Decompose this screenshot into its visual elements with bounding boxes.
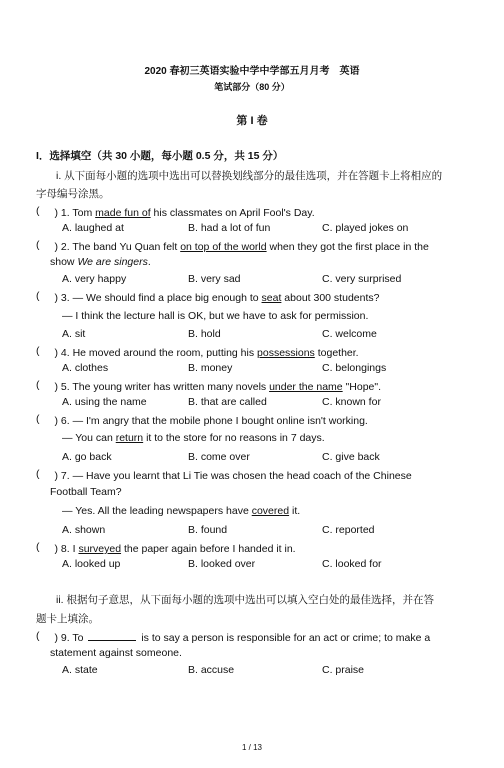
q3-reply: — I think the lecture hall is OK, but we have to ask for permission. [62, 310, 369, 322]
q8-option-a: A. looked up [62, 558, 121, 570]
q4-option-b: B. money [188, 362, 233, 374]
q1-option-b: B. had a lot of fun [188, 222, 271, 234]
q4-underline: possessions [257, 347, 315, 359]
q5-stem: ) 5. The young writer has written many novels under the name "Hope". [44, 381, 382, 393]
q3-underline: seat [261, 292, 282, 304]
section-i-instruction-line2: 字母编号涂黑。 [36, 188, 110, 200]
q9-stem-cont: statement against someone. [50, 647, 182, 659]
q8-stem: ) 8. I surveyed the paper again before I handed it in. [44, 543, 296, 555]
q5-option-c: C. known for [322, 396, 381, 408]
section-i-instruction-line1: i. 从下面每小题的选项中选出可以替换划线部分的最佳选项，并在答题卡上将相应的 [56, 170, 443, 182]
page-number: 1 / 13 [241, 743, 262, 752]
q2-option-a: A. very happy [62, 273, 127, 285]
q7-paren: ( [36, 468, 40, 480]
q7-underline: covered [251, 505, 290, 517]
q5-underline: under the name [269, 381, 343, 393]
q9-blank[interactable] [88, 631, 136, 641]
q8-paren: ( [36, 541, 40, 553]
q3-stem: ) 3. — We should find a place big enough to seat about 300 students? [44, 292, 380, 304]
section-ii-instruction-line1: ii. 根据句子意思，从下面每小题的选项中选出可以填入空白处的最佳选择，并在答 [56, 594, 434, 606]
q9-paren: ( [36, 630, 40, 642]
q7-reply: — Yes. All the leading newspapers have covered it. [62, 505, 301, 517]
q6-paren: ( [36, 413, 40, 425]
q7-option-a: A. shown [62, 524, 106, 536]
q1-underline: made fun of [95, 207, 151, 219]
section-1-heading: I．选择填空（共 30 小题，每小题 0.5 分，共 15 分） [36, 150, 284, 162]
q2-option-b: B. very sad [188, 273, 241, 285]
q8-option-b: B. looked over [188, 558, 256, 570]
q9-option-b: B. accuse [188, 664, 235, 676]
q6-option-c: C. give back [322, 451, 380, 463]
q6-underline: return [115, 432, 144, 444]
section-ii-instruction-line2: 题卡上填涂。 [36, 613, 99, 625]
q4-option-c: C. belongings [322, 362, 387, 374]
q3-option-c: C. welcome [322, 328, 377, 340]
q4-stem: ) 4. He moved around the room, putting his possessions together. [44, 347, 359, 359]
q5-paren: ( [36, 379, 40, 391]
q5-option-a: A. using the name [62, 396, 147, 408]
q9-stem: ) 9. To is to say a person is responsible for an act or crime; to make a [44, 632, 431, 644]
q7-option-b: B. found [188, 524, 228, 536]
q4-option-a: A. clothes [62, 362, 109, 374]
q2-stem: ) 2. The band Yu Quan felt on top of the world when they got the first place in the [44, 241, 429, 253]
exam-title: 2020 春初三英语实验中学中学部五月月考 英语 [144, 66, 360, 77]
exam-subtitle: 笔试部分（80 分） [214, 82, 290, 92]
q9-option-a: A. state [62, 664, 98, 676]
q1-option-a: A. laughed at [62, 222, 124, 234]
q7-option-c: C. reported [322, 524, 375, 536]
q1-paren: ( [36, 205, 40, 217]
q6-option-a: A. go back [62, 451, 112, 463]
q7-stem: ) 7. — Have you learnt that Li Tie was chosen the head coach of the Chinese [44, 470, 412, 482]
q6-option-b: B. come over [188, 451, 250, 463]
q4-paren: ( [36, 345, 40, 357]
q1-stem: ) 1. Tom made fun of his classmates on April Fool's Day. [44, 207, 315, 219]
q9-option-c: C. praise [322, 664, 365, 676]
q2-underline: on top of the world [180, 241, 267, 253]
q2-paren: ( [36, 239, 40, 251]
q3-option-b: B. hold [188, 328, 221, 340]
q3-option-a: A. sit [62, 328, 86, 340]
q8-option-c: C. looked for [322, 558, 382, 570]
q2-option-c: C. very surprised [322, 273, 402, 285]
q6-reply: — You can return it to the store for no reasons in 7 days. [62, 432, 325, 444]
q7-stem-cont: Football Team? [50, 486, 122, 498]
q8-underline: surveyed [78, 543, 122, 555]
q3-paren: ( [36, 290, 40, 302]
q1-option-c: C. played jokes on [322, 222, 409, 234]
q6-stem: ) 6. — I'm angry that the mobile phone I bought online isn't working. [44, 415, 368, 427]
q5-option-b: B. that are called [188, 396, 267, 408]
volume-heading: 第 I 卷 [236, 115, 268, 127]
q2-stem-cont: show We are singers. [50, 256, 151, 268]
